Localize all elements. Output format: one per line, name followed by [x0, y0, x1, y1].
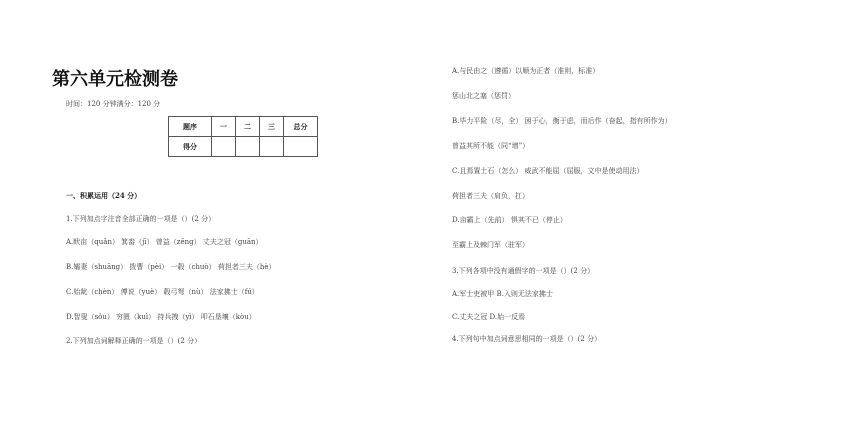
exam-meta: 时间：120 分钟满分：120 分	[66, 100, 161, 108]
option-line: D.智叟（sǒu） 穷匮（kuì） 持兵拽（yì） 叩石垦壤（kòu）	[66, 313, 256, 321]
continuation-line: 曾益其所不能（同“增”）	[452, 142, 530, 150]
continuation-line: 至霸上及棘门军（驻军）	[452, 241, 529, 249]
continuation-line: 惩山北之塞（惩罚）	[452, 92, 515, 100]
score-cell-header-label: 题序	[169, 117, 212, 137]
score-cell-score-label: 得分	[169, 137, 212, 157]
option-line: A.军士吏被甲 B.入则无法家拂士	[452, 290, 553, 298]
score-cell-header-3: 三	[260, 117, 284, 137]
question-line: 4.下列句中加点词意思相同的一项是（）(2 分）	[452, 335, 602, 343]
score-cell-score-total	[284, 137, 318, 157]
section-heading: 一、积累运用（24 分）	[66, 191, 142, 200]
score-cell-header-1: 一	[212, 117, 236, 137]
score-table-score-row	[169, 137, 318, 157]
question-line: 2.下列加点词解释正确的一项是（）(2 分）	[66, 337, 202, 345]
option-line: B.毕力平险（尽，全） 困于心，衡于虑，而后作（奋起，指有所作为）	[452, 117, 672, 125]
question-line: 1.下列加点字注音全部正确的一项是（）(2 分）	[66, 215, 216, 223]
option-line: A.与民由之（遵循）以顺为正者（准则，标准）	[452, 67, 600, 75]
page-title: 第六单元检测卷	[52, 69, 178, 90]
option-line: A.畎亩（quǎn） 箕畚（jī） 曾益（zēng） 丈夫之冠（guān）	[66, 238, 263, 246]
score-cell-header-2: 二	[236, 117, 260, 137]
score-cell-score-1	[212, 137, 236, 157]
question-line: 3.下列各项中没有通假字的一项是（）(2 分）	[452, 267, 595, 275]
option-line: C.且焉置土石（怎么） 威武不能屈（屈服，文中是使动用法）	[452, 167, 644, 175]
option-line: B.孀妻（shuāng） 拨曹（pèi） 一毂（chuò） 荷担者三夫（hè）	[66, 263, 276, 271]
option-line: C.丈夫之冠 D.始一反焉	[452, 313, 526, 321]
continuation-line: 荷担者三夫（肩负，扛）	[452, 192, 529, 200]
score-table	[168, 116, 318, 157]
option-line: C.始龀（chèn） 傅说（yuè） 毂弓弩（nù） 法家拂士（fú）	[66, 288, 259, 296]
option-line: D.亩霸上（先前） 惧其不已（停止）	[452, 216, 567, 224]
score-table-header-row	[169, 117, 318, 137]
score-cell-header-total: 总分	[284, 117, 318, 137]
score-cell-score-2	[236, 137, 260, 157]
score-cell-score-3	[260, 137, 284, 157]
